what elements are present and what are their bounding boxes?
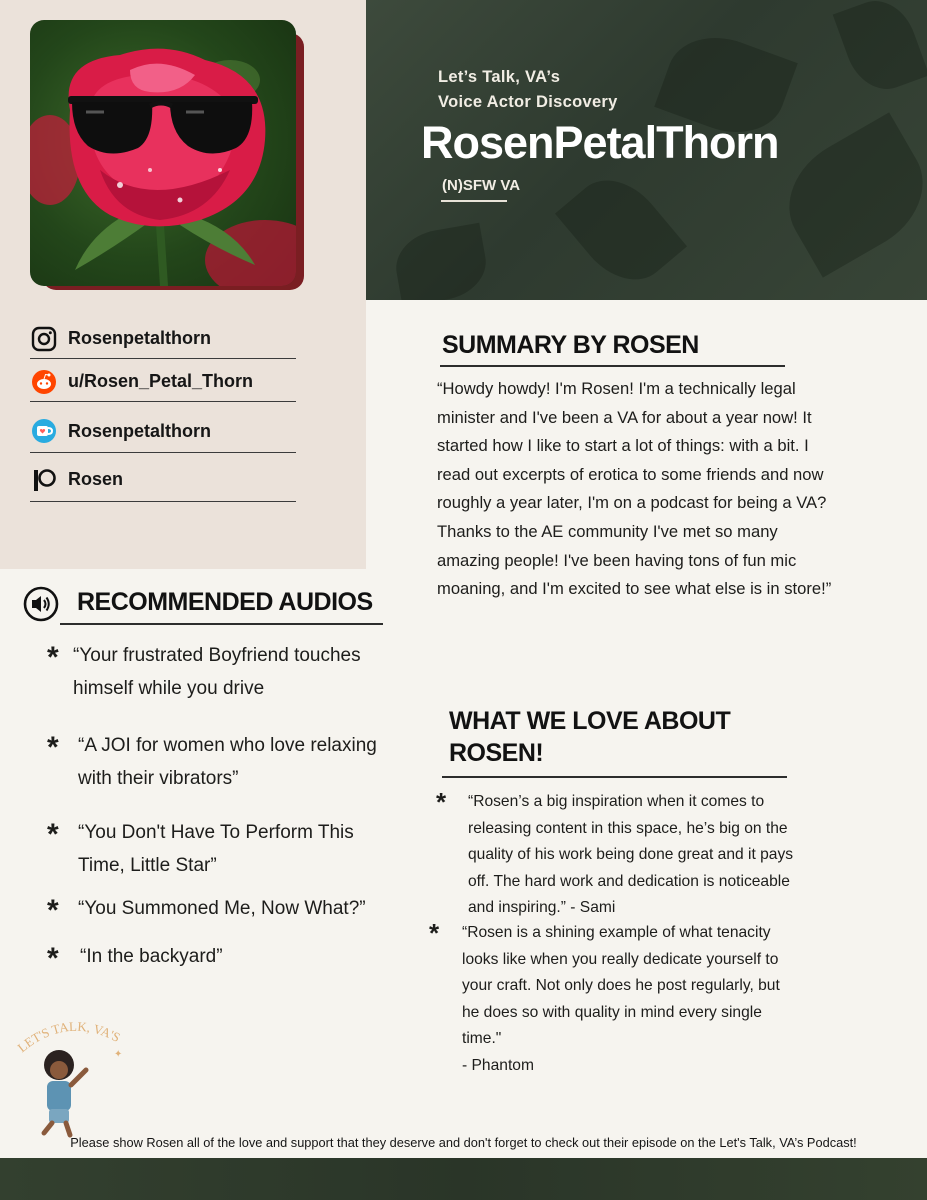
recommended-audio-item[interactable] [47, 940, 223, 975]
summary-line: roughly a year later, I'm on a podcast for being a VA? [437, 493, 827, 513]
social-kofi[interactable] [30, 410, 296, 453]
rose-with-sunglasses-image [30, 20, 296, 286]
tagline-underline [441, 200, 507, 202]
summary-line: amazing people! I've been having tons of fun mic [437, 550, 797, 570]
tagline: (N)SFW VA [442, 177, 521, 194]
asterisk-bullet-icon: * [47, 641, 59, 674]
asterisk-bullet-icon: * [47, 942, 59, 975]
asterisk-bullet-icon: * [47, 731, 59, 764]
recommended-divider [60, 623, 383, 625]
asterisk-bullet-icon: * [436, 787, 447, 817]
social-label: Rosen [68, 469, 124, 489]
recommended-audio-item[interactable] [47, 639, 361, 705]
audio-title-line: “You Don't Have To Perform This [78, 822, 354, 843]
audio-title-line: himself while you drive [73, 678, 265, 699]
testimonial-line: and inspiring.” - Sami [468, 899, 616, 916]
podcast-logo [14, 1015, 134, 1140]
social-patreon[interactable] [30, 458, 296, 502]
series-name: Voice Actor Discovery [438, 93, 618, 111]
footer-band [0, 1158, 927, 1200]
reddit-icon [30, 368, 58, 396]
audio-title-line: Time, Little Star” [78, 855, 217, 876]
svg-text:✦: ✦ [114, 1049, 123, 1060]
summary-divider [440, 365, 785, 367]
audio-title-line: “You Summoned Me, Now What?” [78, 898, 366, 919]
patreon-icon [30, 466, 58, 494]
asterisk-bullet-icon: * [47, 818, 59, 851]
social-label: u/Rosen_Petal_Thorn [68, 371, 254, 391]
summary-line: Thanks to the AE community I've met so many [437, 521, 778, 541]
instagram-icon [30, 325, 58, 353]
testimonial-line: your craft. Not only does he post regularly, but [462, 977, 780, 994]
love-heading-line: WHAT WE LOVE ABOUT [449, 707, 731, 735]
svg-text:LET'S TALK, VA'S [15, 1019, 123, 1056]
testimonial-line: “Rosen is a shining example of what tenacity [462, 924, 771, 941]
asterisk-bullet-icon: * [47, 894, 59, 927]
social-label: Rosenpetalthorn [68, 328, 212, 348]
kofi-icon [30, 417, 58, 445]
podcast-logo-image [14, 1015, 134, 1140]
audio-title-line: “Your frustrated Boyfriend touches [73, 645, 361, 666]
testimonial-line: he does so with quality in mind every single [462, 1003, 762, 1021]
love-heading [449, 705, 730, 769]
logo-text: LET'S TALK, VA'S [14, 1018, 123, 1056]
testimonial-line: - Phantom [462, 1056, 534, 1074]
footer-note: Please show Rosen all of the love and support that they deserve and don't forget to check out their episode on the Let's Talk, VA’s Podcast! [70, 1135, 857, 1150]
audio-title-line: “In the backyard” [80, 946, 223, 967]
testimonial-item [436, 789, 793, 922]
asterisk-bullet-icon: * [429, 918, 440, 948]
recommended-audio-item[interactable] [47, 816, 354, 882]
testimonial-line: releasing content in this space, he’s big on the [468, 819, 788, 837]
summary-line: moaning, and I'm excited to see what else is in store!” [437, 579, 832, 599]
summary-line: started how I like to start a lot of things: with a bit. I [437, 436, 809, 456]
audio-title-line: with their vibrators” [78, 768, 239, 789]
love-heading-line: ROSEN! [449, 739, 544, 767]
testimonial-line: “Rosen’s a big inspiration when it comes to [468, 793, 765, 810]
social-reddit[interactable] [30, 362, 296, 402]
social-instagram[interactable] [30, 319, 296, 359]
page-title: RosenPetalThorn [421, 117, 779, 168]
recommended-audio-item[interactable] [47, 729, 377, 795]
recommended-audio-item[interactable] [47, 892, 366, 927]
love-divider [442, 776, 787, 778]
podcast-name: Let’s Talk, VA’s [438, 68, 561, 86]
testimonial-line: time." [462, 1030, 502, 1047]
summary-line: “Howdy howdy! I'm Rosen! I'm a technically legal [437, 379, 796, 398]
speaker-icon [23, 586, 59, 622]
summary-heading: SUMMARY BY ROSEN [442, 331, 699, 359]
audio-title-line: “A JOI for women who love relaxing [78, 735, 377, 756]
recommended-heading: RECOMMENDED AUDIOS [77, 588, 373, 616]
testimonial-line: looks like when you really dedicate yourself to [462, 950, 779, 968]
profile-photo [30, 20, 296, 286]
summary-text [437, 375, 862, 604]
testimonial-line: quality of his work being done great and it pays [468, 846, 794, 863]
testimonial-item [429, 920, 780, 1079]
summary-line: minister and I've been a VA for about a year now! It [437, 407, 812, 427]
social-label: Rosenpetalthorn [68, 420, 212, 441]
testimonial-line: off. The hard work and dedication is noticeable [468, 872, 790, 890]
summary-line: read out excerpts of erotica to some friends and now [437, 464, 824, 484]
